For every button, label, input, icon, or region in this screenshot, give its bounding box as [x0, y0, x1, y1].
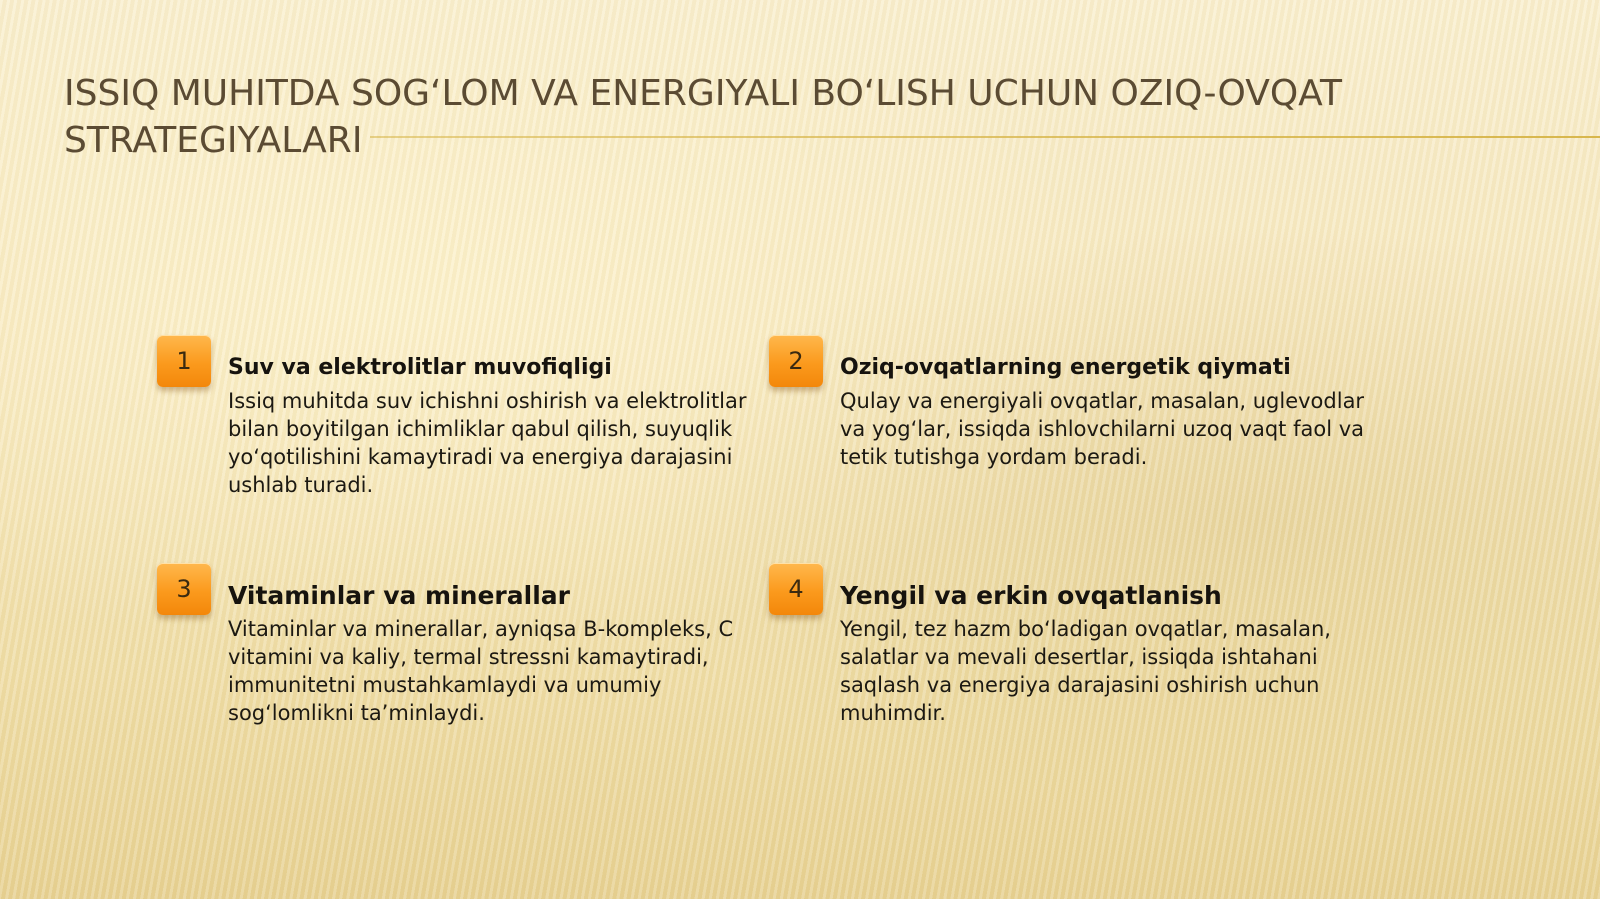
strategy-item-4-body: Yengil, tez hazm bo‘ladigan ovqatlar, masalan, salatlar va mevali desertlar, issiqda ishtahani saqlash va energiya darajasini oshirish uchun muhimdir. [840, 617, 1331, 725]
strategy-item-4-text [840, 581, 1370, 727]
strategy-item-1-title: Suv va elektrolitlar muvofiqligi [228, 355, 612, 380]
strategy-item-4-title: Yengil va erkin ovqatlanish [840, 581, 1222, 610]
strategy-item-3-title: Vitaminlar va minerallar [228, 581, 570, 610]
strategy-item-1-body: Issiq muhitda suv ichishni oshirish va elektrolitlar bilan boyitilgan ichimliklar qabul qilish, suyuqlik yo‘qotilishini kamaytiradi va energiya darajasini ushlab turadi. [228, 389, 747, 497]
strategy-item-3-text [228, 581, 758, 727]
strategy-item-2-body: Qulay va energiyali ovqatlar, masalan, uglevodlar va yog‘lar, issiqda ishlovchilarni uzoq vaqt faol va tetik tutishga yordam beradi. [840, 389, 1365, 469]
title-divider [370, 136, 1600, 138]
strategy-item-2-title: Oziq-ovqatlarning energetik qiymati [840, 355, 1291, 380]
number-badge-1: 1 [157, 335, 211, 387]
strategy-item-3-body: Vitaminlar va minerallar, ayniqsa B-kompleks, C vitamini va kaliy, termal stressni kamaytiradi, immunitetni mustahkamlaydi va umumiy sog‘lomlikni ta’minlaydi. [228, 617, 734, 725]
strategy-item-1-text [228, 353, 758, 499]
slide-title: ISSIQ MUHITDA SOG‘LOM VA ENERGIYALI BO‘LISH UCHUN OZIQ-OVQAT STRATEGIYALARI [64, 73, 1342, 161]
number-badge-4: 4 [769, 563, 823, 615]
strategy-item-2-text [840, 353, 1370, 471]
number-badge-2: 2 [769, 335, 823, 387]
number-badge-3: 3 [157, 563, 211, 615]
